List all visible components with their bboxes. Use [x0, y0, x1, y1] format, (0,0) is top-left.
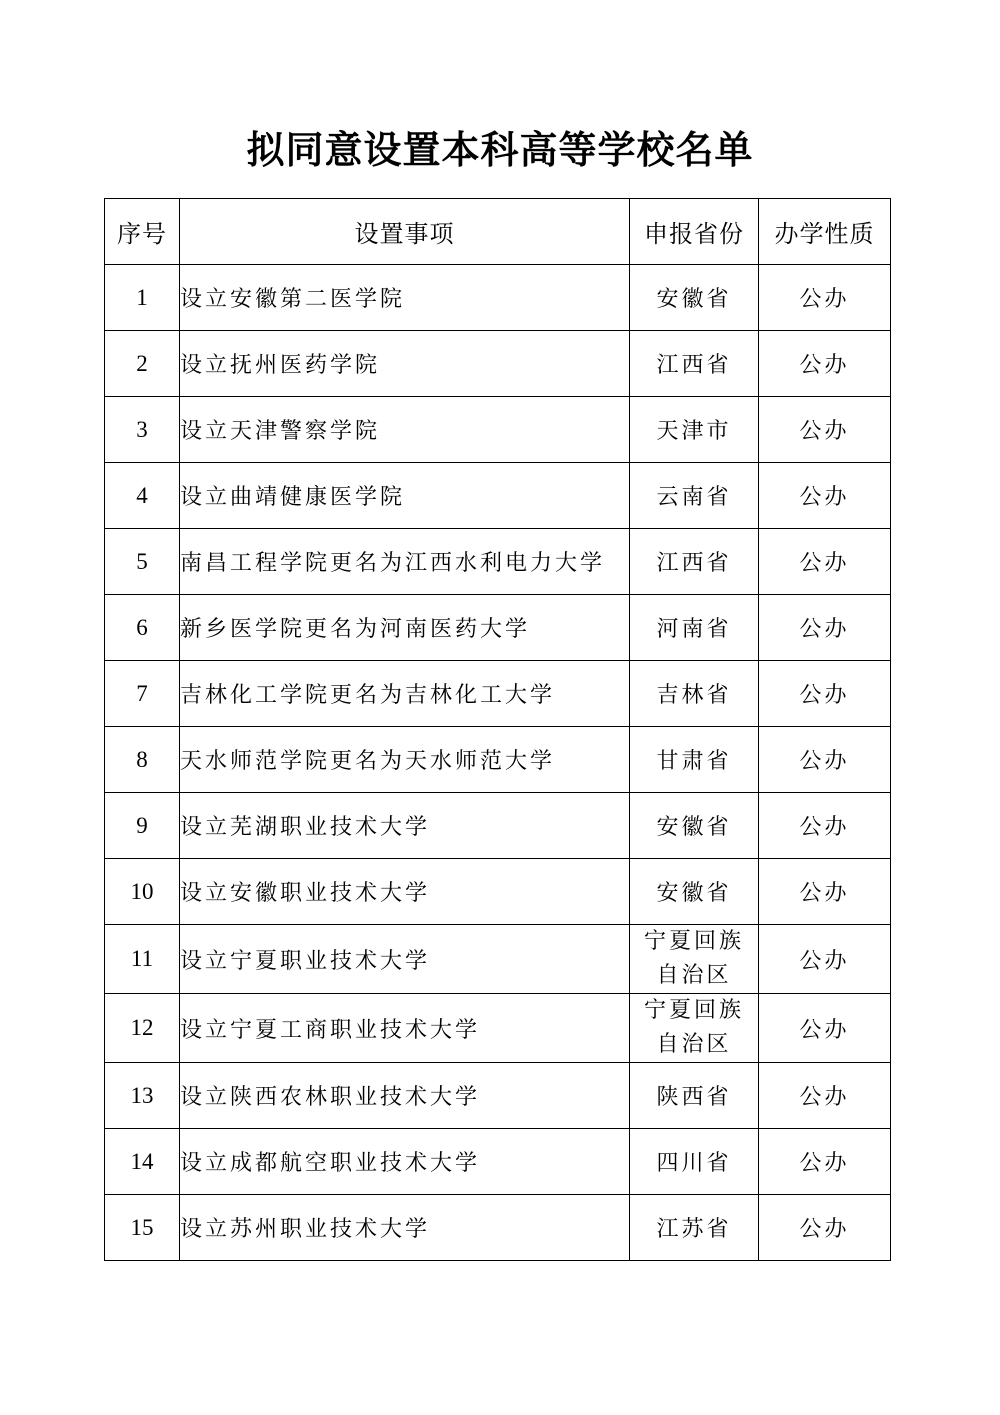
table-row	[105, 529, 891, 595]
row-province: 江苏省	[630, 1195, 759, 1261]
row-nature: 公办	[759, 1129, 891, 1195]
row-item: 设立宁夏工商职业技术大学	[180, 994, 630, 1063]
row-item: 设立苏州职业技术大学	[180, 1195, 630, 1261]
row-serial: 6	[105, 595, 180, 661]
row-province	[630, 994, 759, 1063]
row-serial: 7	[105, 661, 180, 727]
table-row	[105, 1195, 891, 1261]
row-nature: 公办	[759, 463, 891, 529]
row-nature: 公办	[759, 1195, 891, 1261]
row-serial: 12	[105, 994, 180, 1063]
row-nature: 公办	[759, 529, 891, 595]
table-row	[105, 1063, 891, 1129]
row-nature: 公办	[759, 265, 891, 331]
row-province-text: 宁夏回族自治区	[644, 929, 745, 988]
row-nature: 公办	[759, 727, 891, 793]
row-province: 甘肃省	[630, 727, 759, 793]
table-row	[105, 265, 891, 331]
table-row	[105, 1129, 891, 1195]
row-nature: 公办	[759, 661, 891, 727]
header-serial: 序号	[105, 199, 180, 265]
row-province-text: 宁夏回族自治区	[644, 998, 745, 1057]
table-row	[105, 595, 891, 661]
row-item: 设立成都航空职业技术大学	[180, 1129, 630, 1195]
row-nature: 公办	[759, 994, 891, 1063]
row-item: 设立宁夏职业技术大学	[180, 925, 630, 994]
row-item: 设立芜湖职业技术大学	[180, 793, 630, 859]
row-nature: 公办	[759, 595, 891, 661]
row-serial: 11	[105, 925, 180, 994]
row-province: 四川省	[630, 1129, 759, 1195]
table-row	[105, 661, 891, 727]
row-province: 安徽省	[630, 265, 759, 331]
row-nature: 公办	[759, 793, 891, 859]
table-row	[105, 994, 891, 1063]
row-serial: 1	[105, 265, 180, 331]
row-serial: 9	[105, 793, 180, 859]
table-row	[105, 727, 891, 793]
row-nature: 公办	[759, 331, 891, 397]
page-title: 拟同意设置本科高等学校名单	[246, 128, 754, 172]
table-body	[105, 265, 891, 1261]
row-province	[630, 925, 759, 994]
row-serial: 10	[105, 859, 180, 925]
row-item: 新乡医学院更名为河南医药大学	[180, 595, 630, 661]
table-row	[105, 331, 891, 397]
table-header-row	[105, 199, 891, 265]
row-province: 安徽省	[630, 793, 759, 859]
table-row	[105, 925, 891, 994]
row-item: 设立陕西农林职业技术大学	[180, 1063, 630, 1129]
row-province: 安徽省	[630, 859, 759, 925]
row-serial: 15	[105, 1195, 180, 1261]
row-serial: 13	[105, 1063, 180, 1129]
row-serial: 5	[105, 529, 180, 595]
table-row	[105, 859, 891, 925]
row-serial: 4	[105, 463, 180, 529]
row-nature: 公办	[759, 859, 891, 925]
row-province: 云南省	[630, 463, 759, 529]
row-item: 设立曲靖健康医学院	[180, 463, 630, 529]
row-item: 吉林化工学院更名为吉林化工大学	[180, 661, 630, 727]
table-row	[105, 397, 891, 463]
row-item: 设立安徽第二医学院	[180, 265, 630, 331]
row-item: 设立抚州医药学院	[180, 331, 630, 397]
row-nature: 公办	[759, 1063, 891, 1129]
row-province: 河南省	[630, 595, 759, 661]
school-list-table	[104, 198, 891, 1261]
row-serial: 2	[105, 331, 180, 397]
row-serial: 3	[105, 397, 180, 463]
row-province: 天津市	[630, 397, 759, 463]
row-province: 江西省	[630, 331, 759, 397]
row-province: 江西省	[630, 529, 759, 595]
table-row	[105, 793, 891, 859]
row-item: 设立天津警察学院	[180, 397, 630, 463]
header-province: 申报省份	[630, 199, 759, 265]
row-province: 陕西省	[630, 1063, 759, 1129]
row-serial: 14	[105, 1129, 180, 1195]
row-serial: 8	[105, 727, 180, 793]
row-item: 天水师范学院更名为天水师范大学	[180, 727, 630, 793]
header-nature: 办学性质	[759, 199, 891, 265]
row-province: 吉林省	[630, 661, 759, 727]
row-item: 设立安徽职业技术大学	[180, 859, 630, 925]
row-item: 南昌工程学院更名为江西水利电力大学	[180, 529, 630, 595]
header-item: 设置事项	[180, 199, 630, 265]
table-row	[105, 463, 891, 529]
row-nature: 公办	[759, 925, 891, 994]
row-nature: 公办	[759, 397, 891, 463]
